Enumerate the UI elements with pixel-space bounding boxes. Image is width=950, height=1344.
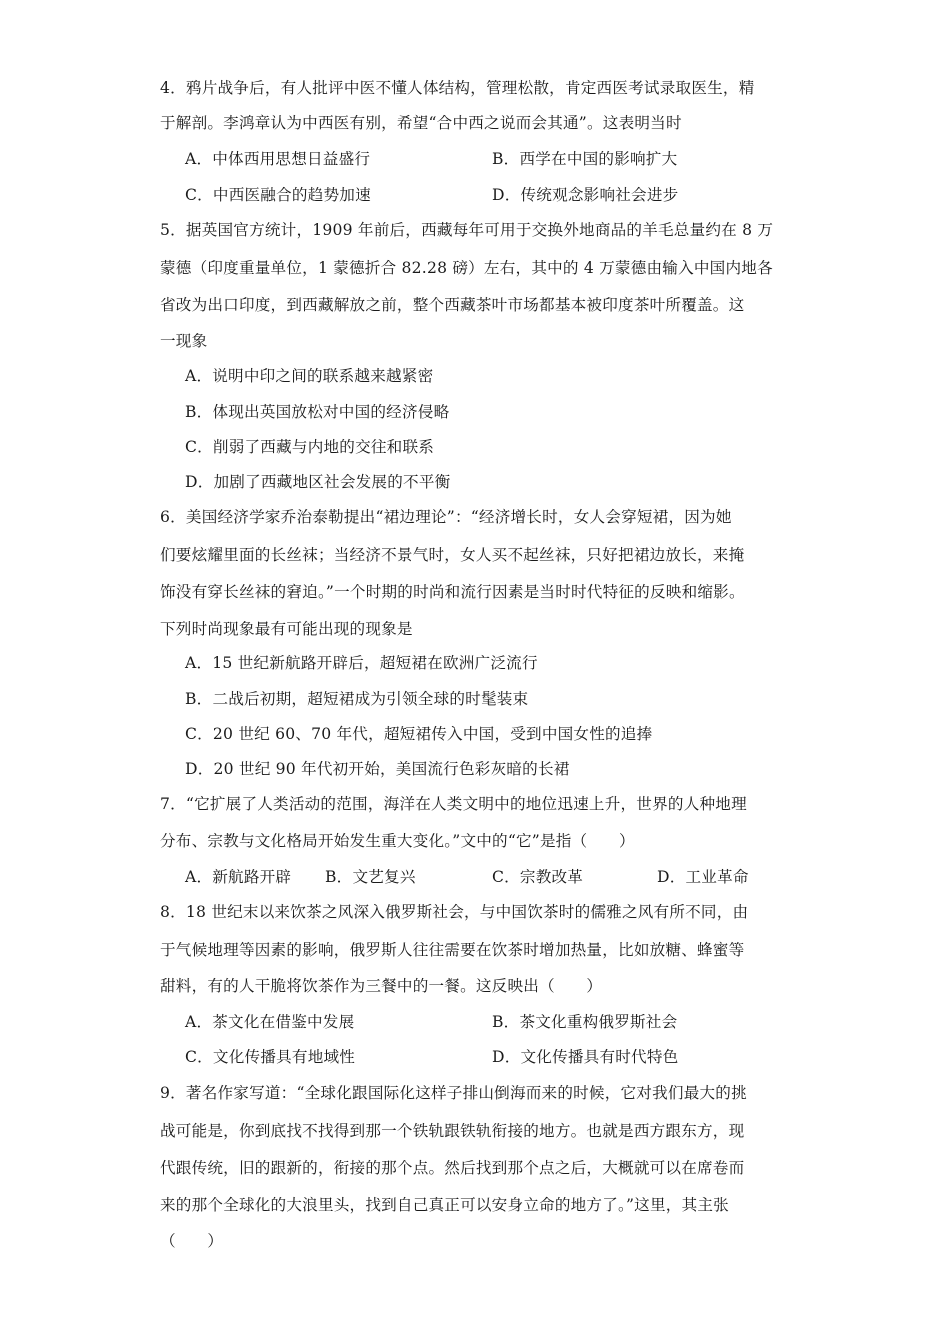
question-5-option-a: A．说明中印之间的联系越来越紧密 — [185, 367, 434, 385]
question-9-line-3: 代跟传统，旧的跟新的，衔接的那个点。然后找到那个点之后，大概就可以在席卷而 — [160, 1159, 745, 1177]
question-6-option-a: A．15 世纪新航路开辟后，超短裙在欧洲广泛流行 — [185, 654, 538, 672]
question-4-option-c: C．中西医融合的趋势加速 — [185, 186, 371, 204]
question-5-option-c: C．削弱了西藏与内地的交往和联系 — [185, 438, 435, 456]
question-8-line-2: 于气候地理等因素的影响，俄罗斯人往往需要在饮茶时增加热量，比如放糖、蜂蜜等 — [160, 941, 745, 959]
question-9-line-1: 9．著名作家写道：“全球化跟国际化这样子排山倒海而来的时候，它对我们最大的挑 — [160, 1084, 747, 1102]
question-5-line-4: 一现象 — [160, 332, 208, 350]
question-7-option-c: C．宗教改革 — [492, 868, 584, 886]
question-4-line-2: 于解剖。李鸿章认为中西医有别，希望“合中西之说而会其通”。这表明当时 — [160, 114, 682, 132]
question-5-line-3: 省改为出口印度，到西藏解放之前，整个西藏茶叶市场都基本被印度茶叶所覆盖。这 — [160, 296, 745, 314]
question-7-option-a: A．新航路开辟 — [185, 868, 292, 886]
question-6-line-2: 们要炫耀里面的长丝袜；当经济不景气时，女人买不起丝袜，只好把裙边放长，来掩 — [160, 546, 745, 564]
question-4-option-d: D．传统观念影响社会进步 — [492, 186, 679, 204]
question-5-option-d: D．加剧了西藏地区社会发展的不平衡 — [185, 473, 451, 491]
question-7-line-2: 分布、宗教与文化格局开始发生重大变化。”文中的“它”是指（ ） — [160, 832, 635, 850]
question-8-option-b: B．茶文化重构俄罗斯社会 — [492, 1013, 678, 1031]
question-7-option-d: D．工业革命 — [657, 868, 749, 886]
question-8-option-c: C．文化传播具有地域性 — [185, 1048, 356, 1066]
question-9-line-5: （ ） — [160, 1232, 224, 1250]
question-9-line-2: 战可能是，你到底找不找得到那一个铁轨跟铁轨衔接的地方。也就是西方跟东方，现 — [160, 1122, 745, 1140]
question-6-line-4: 下列时尚现象最有可能出现的现象是 — [160, 620, 413, 638]
question-8-option-a: A．茶文化在借鉴中发展 — [185, 1013, 355, 1031]
question-8-line-3: 甜料，有的人干脆将饮茶作为三餐中的一餐。这反映出（ ） — [160, 977, 603, 995]
question-9-line-4: 来的那个全球化的大浪里头，找到自己真正可以安身立命的地方了。”这里，其主张 — [160, 1196, 729, 1214]
question-6-option-b: B．二战后初期，超短裙成为引领全球的时髦装束 — [185, 690, 529, 708]
question-7-line-1: 7．“它扩展了人类活动的范围，海洋在人类文明中的地位迅速上升，世界的人种地理 — [160, 795, 747, 813]
question-5-line-1: 5．据英国官方统计，1909 年前后，西藏每年可用于交换外地商品的羊毛总量约在 8 万 — [160, 221, 774, 239]
question-5-line-2: 蒙德（印度重量单位，1 蒙德折合 82.28 磅）左右，其中的 4 万蒙德由输入中国内地各 — [160, 259, 773, 277]
question-6-line-3: 饰没有穿长丝袜的窘迫。”一个时期的时尚和流行因素是当时时代特征的反映和缩影。 — [160, 583, 745, 601]
question-7-option-b: B．文艺复兴 — [325, 868, 416, 886]
question-6-option-d: D．20 世纪 90 年代初开始，美国流行色彩灰暗的长裙 — [185, 760, 570, 778]
question-4-option-a: A．中体西用思想日益盛行 — [185, 150, 371, 168]
question-4-line-1: 4．鸦片战争后，有人批评中医不懂人体结构，管理松散，肯定西医考试录取医生，精 — [160, 79, 755, 97]
question-6-line-1: 6．美国经济学家乔治泰勒提出“裙边理论”：“经济增长时，女人会穿短裙，因为她 — [160, 508, 732, 526]
question-4-option-b: B．西学在中国的影响扩大 — [492, 150, 678, 168]
question-8-line-1: 8．18 世纪末以来饮茶之风深入俄罗斯社会，与中国饮茶时的儒雅之风有所不同，由 — [160, 903, 749, 921]
question-6-option-c: C．20 世纪 60、70 年代，超短裙传入中国，受到中国女性的追捧 — [185, 725, 653, 743]
question-8-option-d: D．文化传播具有时代特色 — [492, 1048, 679, 1066]
question-5-option-b: B．体现出英国放松对中国的经济侵略 — [185, 403, 450, 421]
